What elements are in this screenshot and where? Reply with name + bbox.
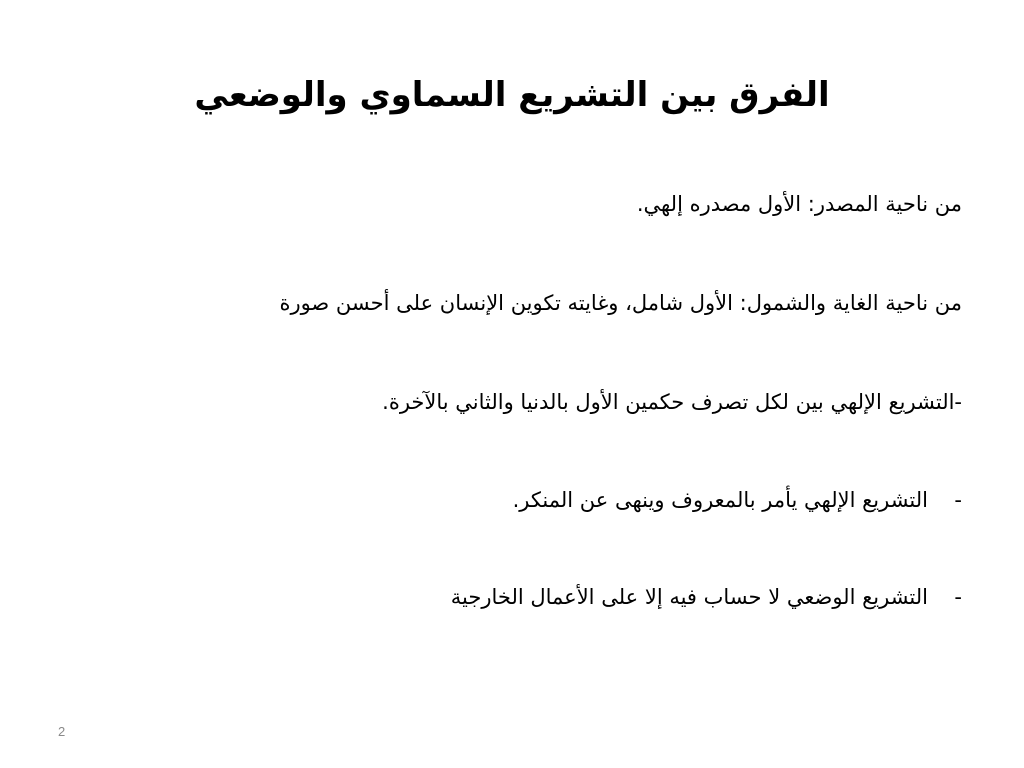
bullet-dash: - — [954, 585, 962, 609]
bullet-text: التشريع الوضعي لا حساب فيه إلا على الأعمال الخارجية — [450, 585, 928, 609]
slide-title: الفرق بين التشريع السماوي والوضعي — [194, 75, 830, 115]
bullet-text: التشريع الإلهي يأمر بالمعروف وينهى عن المنكر. — [512, 488, 928, 512]
text-line-rulings: -التشريع الإلهي بين لكل تصرف حكمين الأول بالدنيا والثاني بالآخرة. — [382, 390, 962, 414]
bullet-item — [202, 581, 962, 613]
bullet-item — [202, 484, 962, 516]
page-number: 2 — [58, 724, 66, 739]
text-line-source: من ناحية المصدر: الأول مصدره إلهي. — [636, 192, 962, 216]
bullet-dash: - — [954, 488, 962, 512]
text-line-purpose: من ناحية الغاية والشمول: الأول شامل، وغايته تكوين الإنسان على أحسن صورة — [279, 291, 962, 315]
